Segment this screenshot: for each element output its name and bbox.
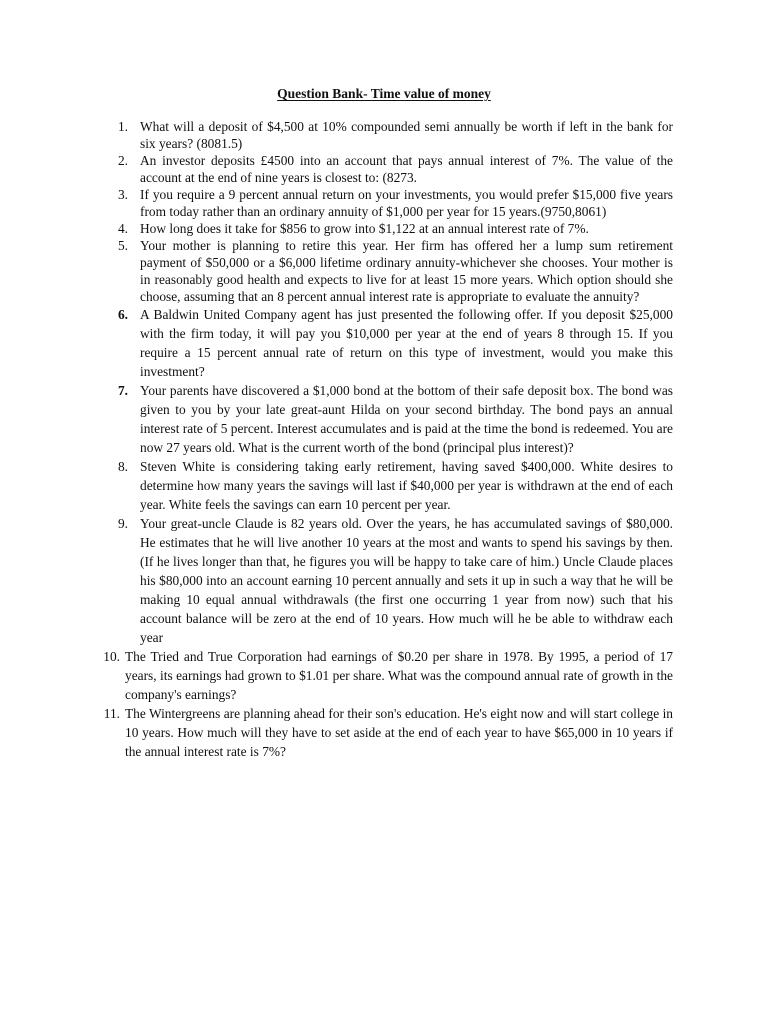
question-list bbox=[0, 118, 768, 761]
question-number: 11. bbox=[103, 706, 120, 721]
question-number: 3. bbox=[117, 187, 128, 202]
question-text: What will a deposit of $4,500 at 10% compounded semi annually be worth if left in the bank for six years? (8081.5) bbox=[140, 119, 673, 151]
question-text: Your great-uncle Claude is 82 years old. Over the years, he has accumulated savings of $80,000. He estimates that he will live another 10 years at the most and wants to spend his savings by then. (If he lives longer than that, he figures you will be happy to take care of him.) Uncle Claude places his $80,000 into an account earning 10 percent annually and sets it up in such a way that he will be making 10 equal annual withdrawals (the first one occurring 1 year from now) such that his account balance will be zero at the end of 10 years. How much will he be able to withdraw each year bbox=[140, 516, 673, 645]
question-item bbox=[0, 186, 673, 220]
question-item bbox=[0, 237, 673, 305]
question-item bbox=[0, 381, 673, 457]
question-number: 2. bbox=[117, 153, 128, 168]
question-number: 5. bbox=[117, 238, 128, 253]
question-item bbox=[0, 647, 673, 704]
question-item bbox=[0, 220, 673, 237]
page-title: Question Bank- Time value of money bbox=[277, 86, 491, 101]
question-item bbox=[0, 457, 673, 514]
question-number: 1. bbox=[117, 119, 128, 134]
question-text: A Baldwin United Company agent has just presented the following offer. If you deposit $25,000 with the firm today, it will pay you $10,000 per year at the end of years 8 through 15. If you require a 15 percent annual rate of return on this type of investment, would you make this investment? bbox=[140, 307, 673, 379]
question-text: The Tried and True Corporation had earnings of $0.20 per share in 1978. By 1995, a period of 17 years, its earnings had grown to $1.01 per share. What was the compound annual rate of growth in the company's earnings? bbox=[125, 649, 673, 702]
question-item bbox=[0, 514, 673, 647]
question-text: An investor deposits £4500 into an account that pays annual interest of 7%. The value of the account at the end of nine years is closest to: (8273. bbox=[140, 153, 673, 185]
question-item bbox=[0, 118, 673, 152]
question-text: Your mother is planning to retire this year. Her firm has offered her a lump sum retirement payment of $50,000 or a $6,000 lifetime ordinary annuity-whichever she chooses. Your mother is in reasonably good health and expects to live for at least 15 more years. Which option should she choose, assuming that an 8 percent annual interest rate is appropriate to evaluate the annuity? bbox=[140, 238, 673, 304]
question-text: Your parents have discovered a $1,000 bond at the bottom of their safe deposit box. The bond was given to you by your late great-aunt Hilda on your second birthday. The bond pays an annual interest rate of 5 percent. Interest accumulates and is paid at the time the bond is redeemed. You are now 27 years old. What is the current worth of the bond (principal plus interest)? bbox=[140, 383, 673, 455]
question-text: Steven White is considering taking early retirement, having saved $400,000. White desires to determine how many years the savings will last if $40,000 per year is withdrawn at the end of each year. White feels the savings can earn 10 percent per year. bbox=[140, 459, 673, 512]
question-number: 9. bbox=[117, 516, 128, 531]
question-number: 4. bbox=[117, 221, 128, 236]
question-number: 6. bbox=[117, 307, 128, 322]
question-text: How long does it take for $856 to grow into $1,122 at an annual interest rate of 7%. bbox=[140, 221, 589, 236]
question-number: 10. bbox=[103, 649, 120, 664]
question-item bbox=[0, 152, 673, 186]
question-item bbox=[0, 305, 673, 381]
question-number: 8. bbox=[117, 459, 128, 474]
question-text: The Wintergreens are planning ahead for their son's education. He's eight now and will start college in 10 years. How much will they have to set aside at the end of each year to have $65,000 in 10 years if the annual interest rate is 7%? bbox=[125, 706, 673, 759]
question-item bbox=[0, 704, 673, 761]
question-number: 7. bbox=[117, 383, 128, 398]
question-text: If you require a 9 percent annual return on your investments, you would prefer $15,000 five years from today rather than an ordinary annuity of $1,000 per year for 15 years.(9750,8061) bbox=[140, 187, 673, 219]
